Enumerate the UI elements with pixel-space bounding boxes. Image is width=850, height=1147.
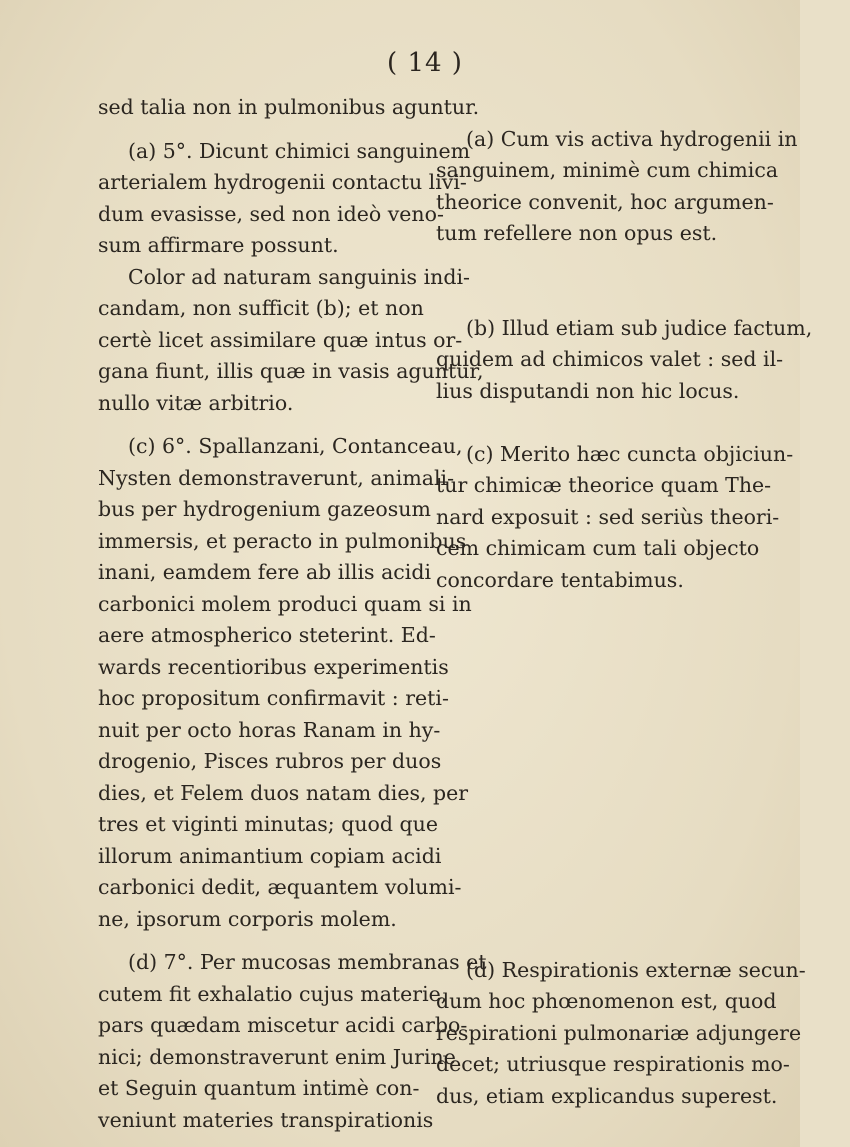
- footnote-line: (d) Respirationis externæ secun-: [466, 957, 806, 982]
- footnote-line: [436, 659, 766, 691]
- footnote-line: dum hoc phœnomenon est, quod: [436, 989, 777, 1013]
- footnote-line: quidem ad chimicos valet : sed il-: [436, 347, 784, 371]
- main-text-line: bus per hydrogenium gazeosum: [98, 497, 431, 521]
- footnote-line: (c) Merito hæc cuncta objiciun-: [466, 441, 794, 466]
- footnote-line: dus, etiam explicandus superest.: [436, 1083, 778, 1108]
- main-text-line: cutem fit exhalatio cujus materie,: [98, 981, 448, 1006]
- page-number: ( 14 ): [387, 48, 463, 78]
- main-text-line: hoc propositum confirmavit : reti-: [98, 686, 449, 710]
- footnote-line: [436, 281, 766, 313]
- main-text-line: candam, non sufficit (b); et non: [98, 296, 424, 320]
- footnote-line: respirationi pulmonariæ adjungere: [436, 1020, 802, 1045]
- footnote-line: theorice convenit, hoc argumen-: [436, 189, 774, 214]
- main-text-line: arterialem hydrogenii contactu livi-: [98, 170, 467, 194]
- footnote-line: [436, 817, 766, 849]
- footnote-line: tur chimicæ theorice quam The-: [436, 473, 772, 497]
- main-text-line: inani, eamdem fere ab illis acidi: [98, 560, 432, 584]
- main-text-line: gana fiunt, illis quæ in vasis aguntur,: [98, 359, 484, 383]
- main-text-line: illorum animantium copiam acidi: [98, 843, 442, 868]
- main-text-line: nullo vitæ arbitrio.: [98, 390, 294, 415]
- main-text-line: sed talia non in pulmonibus aguntur.: [98, 95, 480, 119]
- footnote-line: [436, 785, 766, 817]
- footnote-line: [436, 880, 766, 912]
- main-text-line: veniunt materies transpirationis: [98, 1107, 434, 1132]
- footnote-line: [436, 628, 766, 660]
- footnote-line: [436, 691, 766, 723]
- main-text-line: et Seguin quantum intimè con-: [98, 1076, 420, 1100]
- footnote-line: [436, 754, 766, 786]
- footnotes-column: [436, 92, 813, 1112]
- main-text-line: Nysten demonstraverunt, animali-: [98, 465, 455, 490]
- footnote-line: [436, 250, 766, 282]
- main-text-line: sum affirmare possunt.: [98, 233, 339, 257]
- main-text-line: pars quædam miscetur acidi carbo-: [98, 1013, 468, 1037]
- main-text-line: tres et viginti minutas; quod que: [98, 812, 438, 836]
- footnote-line: nard exposuit : sed seriùs theori-: [436, 504, 780, 529]
- main-text-line: immersis, et peracto in pulmonibus: [98, 528, 467, 553]
- main-text-line: (c) 6°. Spallanzani, Contanceau,: [128, 434, 463, 458]
- main-text-line: nuit per octo horas Ranam in hy-: [98, 717, 441, 742]
- main-text-line: aere atmospherico steterint. Ed-: [98, 623, 436, 647]
- footnote-line: [436, 92, 766, 124]
- footnote-line: concordare tentabimus.: [436, 567, 684, 592]
- footnote-line: (a) Cum vis activa hydrogenii in: [466, 126, 798, 151]
- main-text-line: Color ad naturam sanguinis indi-: [128, 264, 470, 289]
- footnote-line: lius disputandi non hic locus.: [436, 378, 740, 403]
- footnote-line: [436, 722, 766, 754]
- footnote-line: tum refellere non opus est.: [436, 221, 718, 245]
- footnote-line: sanguinem, minimè cum chimica: [436, 158, 779, 182]
- footnote-line: cem chimicam cum tali objecto: [436, 536, 760, 560]
- main-text-column: [98, 92, 487, 1136]
- footnote-line: (b) Illud etiam sub judice factum,: [466, 315, 813, 340]
- main-text-line: dies, et Felem duos natam dies, per: [98, 780, 469, 805]
- main-text-line: nici; demonstraverunt enim Jurine: [98, 1044, 456, 1069]
- main-text-line: wards recentioribus experimentis: [98, 654, 449, 679]
- footnote-line: [436, 911, 766, 943]
- main-text-line: carbonici molem produci quam si in: [98, 591, 472, 616]
- footnote-line: decet; utriusque respirationis mo-: [436, 1052, 790, 1076]
- main-text-line: (a) 5°. Dicunt chimici sanguinem: [128, 138, 471, 163]
- footnote-line: [436, 407, 766, 439]
- footnote-line: [436, 596, 766, 628]
- main-text-line: ne, ipsorum corporis molem.: [98, 906, 397, 931]
- main-text-line: certè licet assimilare quæ intus or-: [98, 327, 463, 352]
- main-text-line: dum evasisse, sed non ideò veno-: [98, 201, 444, 226]
- footnote-line: [436, 848, 766, 880]
- main-text-line: (d) 7°. Per mucosas membranas et: [128, 950, 487, 974]
- main-text-line: carbonici dedit, æquantem volumi-: [98, 875, 462, 899]
- main-text-line: drogenio, Pisces rubros per duos: [98, 749, 442, 773]
